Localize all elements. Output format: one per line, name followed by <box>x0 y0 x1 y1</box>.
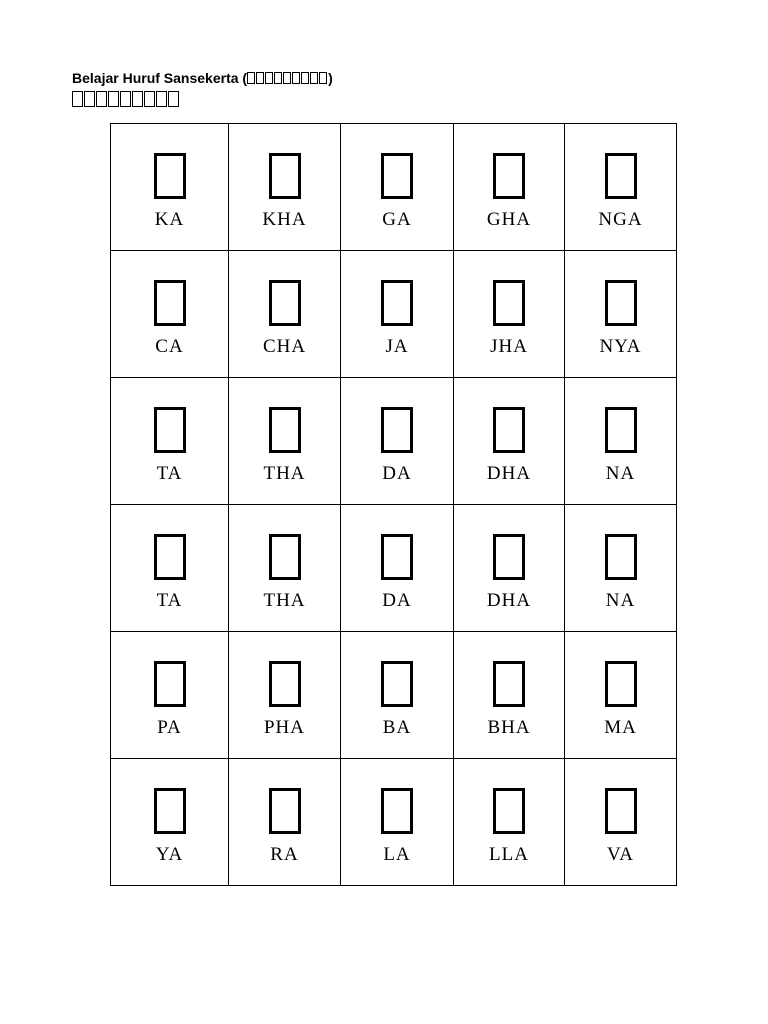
letter-label: BHA <box>487 717 531 738</box>
letter-label: TA <box>156 590 183 611</box>
letter-label: JHA <box>490 336 528 357</box>
letter-cell <box>341 251 454 378</box>
letter-row <box>111 632 677 759</box>
letter-glyph-box <box>154 661 186 707</box>
letter-label: TA <box>156 463 183 484</box>
page-subtitle-missing-glyphs <box>72 89 180 111</box>
letter-label: THA <box>263 590 306 611</box>
letter-cell <box>341 505 454 632</box>
letter-cell <box>111 251 229 378</box>
missing-glyph-box <box>84 91 95 107</box>
letter-label: MA <box>604 717 637 738</box>
letter-glyph-box <box>269 788 301 834</box>
missing-glyph-box <box>132 91 143 107</box>
letter-glyph-box <box>381 280 413 326</box>
letter-glyph-box <box>269 153 301 199</box>
letters-table <box>110 123 677 886</box>
title-text: Belajar Huruf Sansekerta ( <box>72 70 248 86</box>
letter-row <box>111 124 677 251</box>
letter-glyph-box <box>154 153 186 199</box>
letter-glyph-box <box>154 788 186 834</box>
letter-cell <box>454 124 565 251</box>
missing-glyph-box <box>247 72 255 84</box>
letter-cell <box>565 632 677 759</box>
letter-label: GA <box>382 209 412 230</box>
letter-glyph-box <box>381 153 413 199</box>
letter-glyph-box <box>269 661 301 707</box>
letter-label: VA <box>607 844 634 865</box>
letter-glyph-box <box>381 788 413 834</box>
letter-label: PHA <box>263 717 305 738</box>
letter-cell <box>454 378 565 505</box>
letter-cell <box>111 378 229 505</box>
missing-glyph-box <box>265 72 273 84</box>
letter-label: KHA <box>262 209 307 230</box>
letter-glyph-box <box>605 153 637 199</box>
letter-glyph-box <box>154 280 186 326</box>
letter-glyph-box <box>605 788 637 834</box>
letter-cell <box>341 378 454 505</box>
letter-glyph-box <box>381 661 413 707</box>
letter-cell <box>111 505 229 632</box>
letter-cell <box>565 251 677 378</box>
letter-label: BA <box>382 717 412 738</box>
letter-cell <box>565 759 677 886</box>
letter-cell <box>565 124 677 251</box>
letter-cell <box>229 124 341 251</box>
letter-cell <box>341 124 454 251</box>
letter-glyph-box <box>154 534 186 580</box>
letter-cell <box>229 632 341 759</box>
letter-label: NGA <box>598 209 643 230</box>
letter-label: DHA <box>486 590 532 611</box>
letter-row <box>111 378 677 505</box>
letter-glyph-box <box>605 280 637 326</box>
letter-glyph-box <box>605 661 637 707</box>
missing-glyph-box <box>256 72 264 84</box>
missing-glyph-box <box>96 91 107 107</box>
letter-cell <box>229 759 341 886</box>
letter-glyph-box <box>269 534 301 580</box>
letter-label: LLA <box>489 844 529 865</box>
letter-label: YA <box>155 844 184 865</box>
letter-cell <box>454 251 565 378</box>
title-suffix: ) <box>328 70 333 86</box>
letter-cell <box>565 378 677 505</box>
letter-label: NA <box>605 590 636 611</box>
letter-label: THA <box>263 463 306 484</box>
letter-label: CA <box>155 336 184 357</box>
letter-glyph-box <box>269 407 301 453</box>
letter-glyph-box <box>154 407 186 453</box>
letter-label: CHA <box>262 336 307 357</box>
title-missing-glyphs <box>247 70 328 86</box>
letter-cell <box>454 632 565 759</box>
letter-cell <box>454 759 565 886</box>
letter-glyph-box <box>381 534 413 580</box>
letter-label: DA <box>382 463 412 484</box>
missing-glyph-box <box>292 72 300 84</box>
missing-glyph-box <box>283 72 291 84</box>
letter-cell <box>454 505 565 632</box>
letter-label: PA <box>157 717 182 738</box>
letters-table-body <box>111 124 677 886</box>
letter-cell <box>341 632 454 759</box>
missing-glyph-box <box>301 72 309 84</box>
letter-cell <box>341 759 454 886</box>
letter-label: KA <box>154 209 185 230</box>
letter-label: RA <box>270 844 299 865</box>
missing-glyph-box <box>72 91 83 107</box>
letter-row <box>111 251 677 378</box>
letter-cell <box>111 124 229 251</box>
letter-cell <box>111 632 229 759</box>
letter-cell <box>229 251 341 378</box>
letter-cell <box>229 378 341 505</box>
letter-glyph-box <box>493 153 525 199</box>
letter-glyph-box <box>605 407 637 453</box>
letter-label: DHA <box>486 463 532 484</box>
page-title <box>72 70 333 86</box>
letter-glyph-box <box>493 407 525 453</box>
letter-label: DA <box>382 590 412 611</box>
letter-glyph-box <box>493 280 525 326</box>
letter-label: GHA <box>486 209 532 230</box>
letter-glyph-box <box>269 280 301 326</box>
letter-label: NA <box>605 463 636 484</box>
letter-label: JA <box>385 336 409 357</box>
letter-glyph-box <box>493 661 525 707</box>
letter-glyph-box <box>493 788 525 834</box>
missing-glyph-box <box>310 72 318 84</box>
letter-cell <box>229 505 341 632</box>
missing-glyph-box <box>319 72 327 84</box>
letter-label: NYA <box>599 336 642 357</box>
missing-glyph-box <box>168 91 179 107</box>
missing-glyph-box <box>108 91 119 107</box>
letter-row <box>111 759 677 886</box>
letter-row <box>111 505 677 632</box>
missing-glyph-box <box>144 91 155 107</box>
letter-glyph-box <box>493 534 525 580</box>
missing-glyph-box <box>120 91 131 107</box>
letter-cell <box>111 759 229 886</box>
letter-glyph-box <box>605 534 637 580</box>
letter-cell <box>565 505 677 632</box>
letter-label: LA <box>383 844 411 865</box>
missing-glyph-box <box>274 72 282 84</box>
letter-glyph-box <box>381 407 413 453</box>
missing-glyph-box <box>156 91 167 107</box>
